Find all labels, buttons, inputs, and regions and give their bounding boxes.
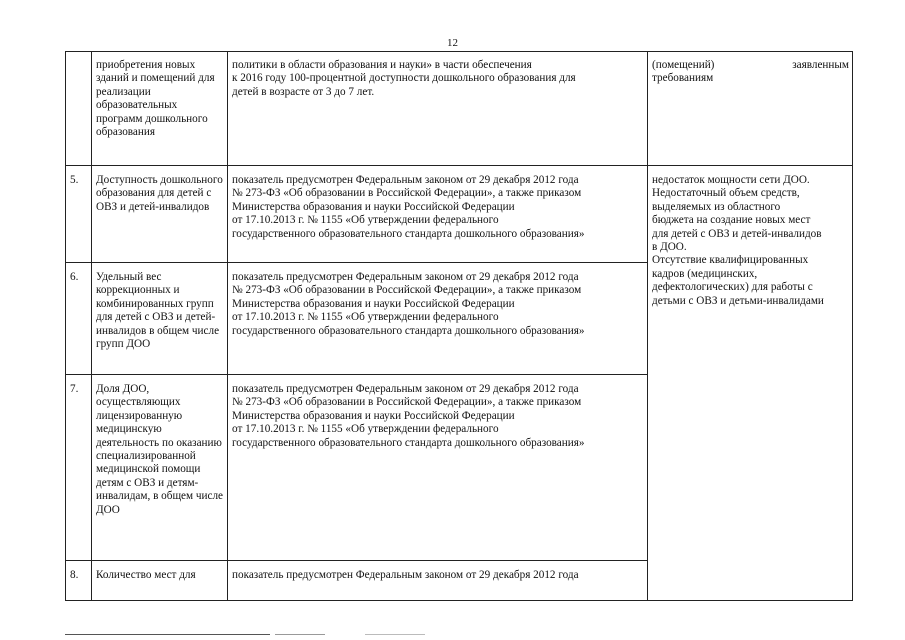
basis-line: показатель предусмотрен Федеральным законом от 29 декабря 2012 года [232,383,579,395]
basis-cell [228,561,648,601]
basis-line: Министерства образования и науки Российской Федерации [232,409,515,422]
basis-line: государственного образовательного стандарта дошкольного образования» [232,436,585,449]
row-number-cell: 6. [66,263,92,375]
row-number-cell [66,52,92,166]
basis-line: от 17.10.2013 г. № 1155 «Об утверждении федерального [232,214,499,227]
basis-cell [228,52,648,166]
footer-line [275,634,325,635]
problem-text: требованиям [652,72,714,85]
basis-line: политики в области образования и науки» в части обеспечения [232,59,532,71]
table-row [66,52,853,166]
problem-cell [648,52,853,166]
problem-text: заявленным [792,59,849,71]
problem-cell [648,166,853,601]
basis-line: показатель предусмотрен Федеральным законом от 29 декабря 2012 года [232,174,579,186]
problem-first-line [652,59,849,72]
basis-line: Министерства образования и науки Российской Федерации [232,297,515,310]
basis-line: № 273-ФЗ «Об образовании в Российской Федерации», а также приказом [232,284,582,297]
indicator-name-cell [92,166,228,263]
indicator-name: Количество мест для [96,569,196,581]
footer-line [65,634,270,635]
row-number-cell: 7. [66,375,92,561]
problem-line: Недостаточный объем средств, [652,187,800,200]
footer-rule [65,633,425,637]
basis-cell [228,263,648,375]
basis-line: государственного образовательного стандарта дошкольного образования» [232,324,585,337]
row-number-cell: 5. [66,166,92,263]
problem-line: в ДОО. [652,241,687,254]
table-row [66,166,853,263]
indicator-name-cell [92,263,228,375]
problem-line: бюджета на создание новых мест [652,214,811,227]
basis-line: к 2016 году 100-процентной доступности дошкольного образования для [232,72,576,85]
problem-line: Отсутствие квалифицированных [652,254,809,267]
indicator-name: Доля ДОО, осуществляющих лицензированную медицинскую деятельность по оказанию специализированной медицинской помощи детям с ОВЗ и детям-инвалидам, в общем числе ДОО [96,383,224,516]
basis-cell [228,166,648,263]
footer-line [365,634,425,635]
basis-line: от 17.10.2013 г. № 1155 «Об утверждении федерального [232,423,499,436]
problem-text: (помещений) [652,59,715,71]
basis-line: детей в возрасте от 3 до 7 лет. [232,85,375,98]
problem-line: кадров (медицинских, [652,267,758,280]
indicator-name: приобретения новых зданий и помещений для реализации образовательных программ дошкольного образования [96,59,215,139]
indicators-table [65,51,853,601]
basis-line: № 273-ФЗ «Об образовании в Российской Федерации», а также приказом [232,187,582,200]
indicator-name: Доступность дошкольного образования для детей с ОВЗ и детей-инвалидов [96,174,223,213]
basis-line: № 273-ФЗ «Об образовании в Российской Федерации», а также приказом [232,396,582,409]
problem-line: детьми с ОВЗ и детьми-инвалидами [652,294,824,307]
indicator-name-cell [92,52,228,166]
row-number-cell: 8. [66,561,92,601]
basis-cell [228,375,648,561]
problem-line: выделяемых из областного [652,200,781,213]
indicator-name-cell [92,561,228,601]
indicator-name: Удельный вес коррекционных и комбинированных групп для детей с ОВЗ и детей-инвалидов в общем числе групп ДОО [96,271,220,351]
basis-line: показатель предусмотрен Федеральным законом от 29 декабря 2012 года [232,569,579,581]
indicator-name-cell [92,375,228,561]
basis-line: государственного образовательного стандарта дошкольного образования» [232,227,585,240]
problem-line: дефектологических) для работы с [652,281,813,294]
page-number: 12 [447,37,458,49]
basis-line: от 17.10.2013 г. № 1155 «Об утверждении федерального [232,311,499,324]
basis-line: показатель предусмотрен Федеральным законом от 29 декабря 2012 года [232,271,579,283]
problem-line: для детей с ОВЗ и детей-инвалидов [652,227,822,240]
basis-line: Министерства образования и науки Российской Федерации [232,200,515,213]
problem-line: недостаток мощности сети ДОО. [652,174,810,186]
